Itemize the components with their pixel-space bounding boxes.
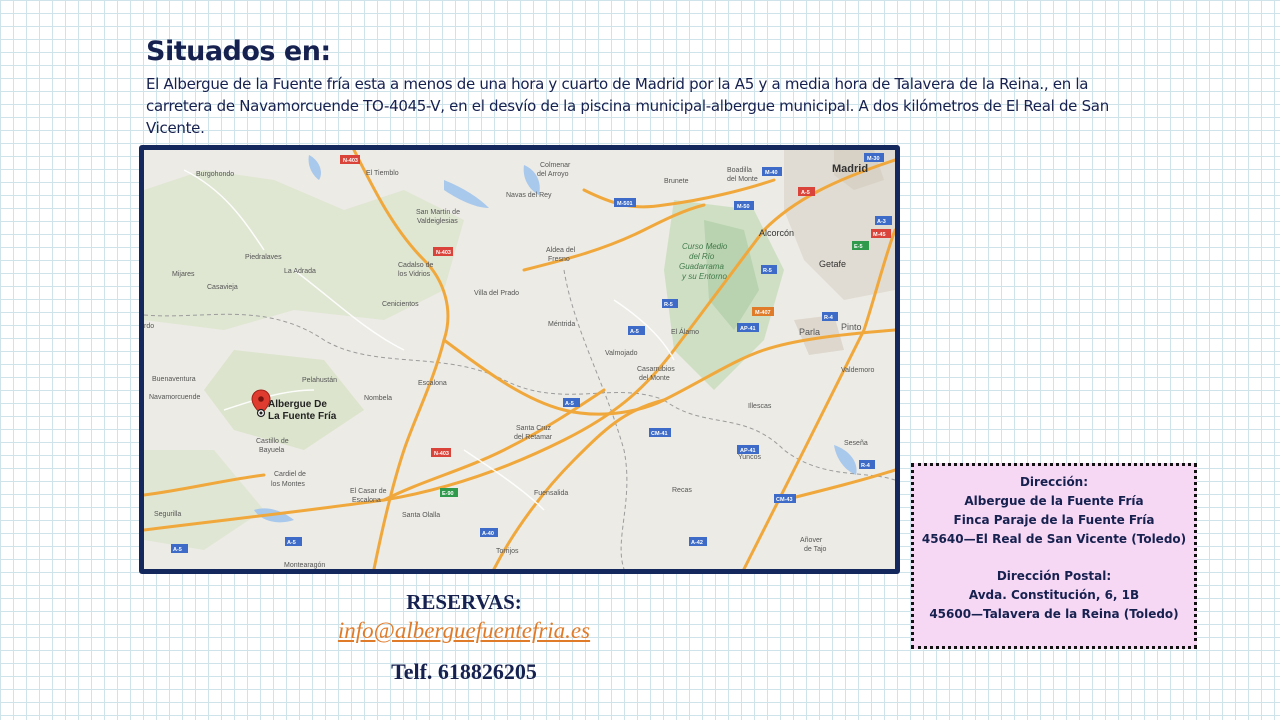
svg-text:Casavieja: Casavieja: [207, 284, 238, 291]
svg-text:A-42: A-42: [691, 540, 703, 546]
svg-text:Bayuela: Bayuela: [259, 447, 285, 454]
svg-text:Villa del Prado: Villa del Prado: [474, 290, 520, 297]
map-canvas: [144, 150, 895, 569]
svg-text:El Álamo: El Álamo: [671, 329, 700, 336]
svg-text:A-40: A-40: [482, 531, 494, 537]
svg-text:Yuncos: Yuncos: [738, 454, 761, 461]
address-title: Dirección:: [1019, 475, 1089, 489]
svg-text:Parla: Parla: [799, 327, 821, 337]
svg-text:Burgohondo: Burgohondo: [196, 171, 235, 178]
svg-text:R-4: R-4: [861, 463, 870, 469]
svg-text:Buenaventura: Buenaventura: [152, 376, 196, 383]
svg-text:M-50: M-50: [737, 204, 750, 210]
svg-text:A-5: A-5: [630, 329, 639, 335]
svg-text:Cenicientos: Cenicientos: [382, 301, 419, 308]
svg-text:Nombela: Nombela: [364, 395, 393, 402]
svg-text:San Martín de: San Martín de: [416, 209, 460, 216]
svg-text:rdo: rdo: [144, 323, 155, 330]
svg-text:Guadarrama: Guadarrama: [679, 262, 724, 271]
postal-line-2: 45600—Talavera de la Reina (Toledo): [929, 607, 1179, 621]
svg-text:Montearagón: Montearagón: [284, 562, 326, 569]
svg-text:Recas: Recas: [672, 487, 692, 494]
svg-text:A-5: A-5: [801, 190, 810, 196]
svg-text:Cadalso de: Cadalso de: [398, 262, 434, 269]
svg-text:A-3: A-3: [877, 219, 886, 225]
address-line-3: 45640—El Real de San Vicente (Toledo): [921, 532, 1187, 546]
svg-text:del Río: del Río: [689, 252, 715, 261]
svg-text:Cardiel de: Cardiel de: [274, 471, 306, 478]
svg-text:La Adrada: La Adrada: [284, 268, 316, 275]
postal-line-1: Avda. Constitución, 6, 1B: [968, 588, 1140, 602]
svg-text:R-5: R-5: [763, 268, 772, 274]
svg-text:Santa Olalla: Santa Olalla: [402, 512, 441, 519]
phone-number: Telf. 618826205: [391, 659, 537, 684]
pin-label-line1: Albergue De: [268, 399, 327, 410]
svg-text:Illescas: Illescas: [748, 403, 772, 410]
svg-text:Escalona: Escalona: [352, 497, 381, 504]
location-map[interactable]: [139, 145, 900, 574]
svg-text:M-30: M-30: [867, 156, 880, 162]
svg-text:M-407: M-407: [755, 310, 771, 316]
svg-text:E-90: E-90: [442, 491, 454, 497]
svg-text:los Montes: los Montes: [271, 481, 305, 488]
page-heading: Situados en:: [146, 36, 331, 67]
svg-text:CM-41: CM-41: [651, 431, 668, 437]
svg-text:Fuensalida: Fuensalida: [534, 490, 569, 497]
intro-paragraph: El Albergue de la Fuente fría esta a menos de una hora y cuarto de Madrid por la A5 y a media hora de Talavera de la Reina., en la carretera de Navamorcuende TO-4045-V, en el desvío de la piscina municipal-albergue municipal. A dos kilómetros de El Real de San Vicente.: [146, 75, 1109, 137]
svg-text:El Tiemblo: El Tiemblo: [366, 170, 399, 177]
svg-text:Brunete: Brunete: [664, 178, 689, 185]
svg-text:Colmenar: Colmenar: [540, 162, 571, 169]
svg-text:Escalona: Escalona: [418, 380, 447, 387]
svg-text:N-403: N-403: [343, 158, 358, 164]
svg-text:Navas del Rey: Navas del Rey: [506, 192, 552, 199]
svg-text:CM-43: CM-43: [776, 497, 793, 503]
svg-text:de Tajo: de Tajo: [804, 546, 827, 553]
svg-text:Méntrida: Méntrida: [548, 321, 576, 328]
address-box: [911, 463, 1197, 649]
pin-label-line2: La Fuente Fría: [268, 411, 337, 422]
address-line-2: Finca Paraje de la Fuente Fría: [953, 513, 1155, 527]
svg-text:M-40: M-40: [765, 170, 778, 176]
svg-text:Santa Cruz: Santa Cruz: [516, 425, 552, 432]
svg-text:Pinto: Pinto: [841, 322, 862, 332]
svg-text:Piedralaves: Piedralaves: [245, 254, 282, 261]
svg-text:del Arroyo: del Arroyo: [537, 171, 569, 178]
svg-text:del Monte: del Monte: [727, 176, 758, 183]
svg-text:Boadilla: Boadilla: [727, 167, 752, 174]
svg-text:N-403: N-403: [436, 250, 451, 256]
svg-text:Añover: Añover: [800, 537, 823, 544]
svg-text:Castillo de: Castillo de: [256, 438, 289, 445]
svg-text:E-5: E-5: [854, 244, 863, 250]
svg-text:del Monte: del Monte: [639, 375, 670, 382]
svg-text:Segurilla: Segurilla: [154, 511, 182, 518]
svg-text:y su Entorno: y su Entorno: [682, 272, 727, 281]
svg-text:Valmojado: Valmojado: [605, 350, 638, 357]
svg-text:Getafe: Getafe: [819, 259, 847, 269]
svg-text:AP-41: AP-41: [740, 448, 756, 454]
svg-text:Casarrubios: Casarrubios: [637, 366, 675, 373]
svg-text:Navamorcuende: Navamorcuende: [149, 394, 201, 401]
address-spacer: [914, 549, 1194, 567]
svg-text:Mijares: Mijares: [172, 271, 195, 278]
svg-text:El Casar de: El Casar de: [350, 488, 387, 495]
svg-text:R-4: R-4: [824, 315, 833, 321]
svg-text:Aldea del: Aldea del: [546, 247, 576, 254]
svg-text:N-403: N-403: [434, 451, 449, 457]
svg-text:Seseña: Seseña: [844, 440, 868, 447]
svg-text:Alcorcón: Alcorcón: [759, 228, 795, 238]
svg-text:Fresno: Fresno: [548, 256, 570, 263]
svg-text:A-5: A-5: [287, 540, 296, 546]
postal-title: Dirección Postal:: [996, 569, 1112, 583]
svg-text:M-501: M-501: [617, 201, 633, 207]
svg-text:R-5: R-5: [664, 302, 673, 308]
svg-text:A-5: A-5: [565, 401, 574, 407]
svg-text:Valdeiglesias: Valdeiglesias: [417, 218, 458, 225]
svg-text:A-5: A-5: [173, 547, 182, 553]
email-link[interactable]: info@alberguefuentefria.es: [337, 618, 591, 643]
svg-text:Pelahustán: Pelahustán: [302, 377, 338, 384]
svg-text:Curso Medio: Curso Medio: [682, 242, 728, 251]
svg-text:M-45: M-45: [873, 232, 886, 238]
address-line-1: Albergue de la Fuente Fría: [964, 494, 1144, 508]
svg-text:Valdemoro: Valdemoro: [841, 367, 875, 374]
svg-text:AP-41: AP-41: [740, 326, 756, 332]
svg-text:Torrijos: Torrijos: [496, 548, 519, 555]
svg-text:del Retamar: del Retamar: [514, 434, 553, 441]
svg-text:Madrid: Madrid: [832, 163, 869, 175]
reservas-label: RESERVAS:: [406, 590, 522, 614]
svg-text:los Vidrios: los Vidrios: [398, 271, 431, 278]
